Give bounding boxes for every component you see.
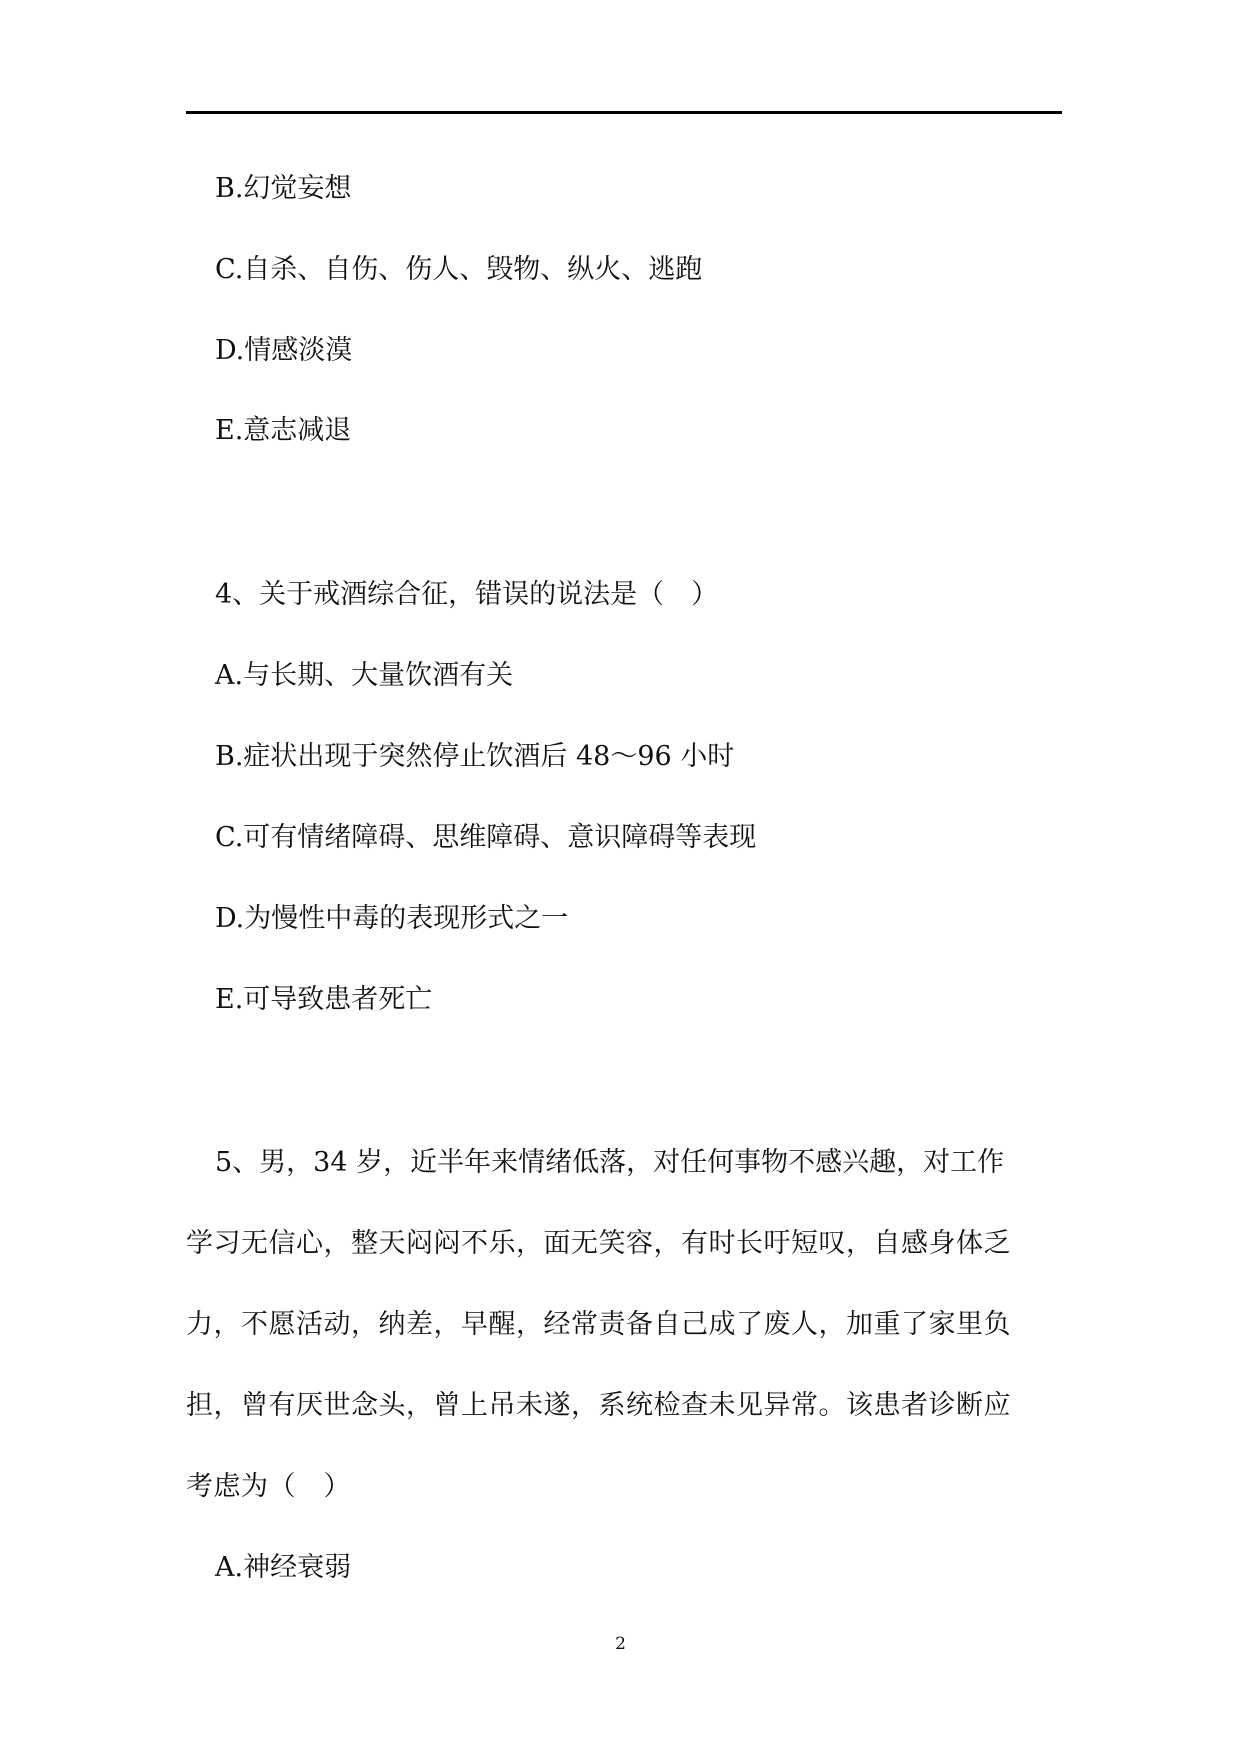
- option-b: B.幻觉妄想: [215, 173, 352, 204]
- question-5-stem-line-4: 担，曾有厌世念头，曾上吊未遂，系统检查未见异常。该患者诊断应: [186, 1390, 1011, 1421]
- question-5-stem-line-3: 力，不愿活动，纳差，早醒，经常责备自己成了废人，加重了家里负: [186, 1309, 1011, 1340]
- q4-option-c: C.可有情绪障碍、思维障碍、意识障碍等表现: [215, 822, 757, 853]
- option-c: C.自杀、自伤、伤人、毁物、纵火、逃跑: [215, 254, 703, 285]
- q5-option-a: A.神经衰弱: [215, 1552, 352, 1583]
- question-5-stem-line-1: 5、男，34 岁，近半年来情绪低落，对任何事物不感兴趣，对工作: [215, 1147, 1005, 1178]
- q4-option-d: D.为慢性中毒的表现形式之一: [215, 903, 569, 934]
- page-number: 2: [615, 1634, 626, 1654]
- q4-option-b: B.症状出现于突然停止饮酒后 48～96 小时: [215, 741, 735, 772]
- question-5-stem-line-2: 学习无信心，整天闷闷不乐，面无笑容，有时长吁短叹，自感身体乏: [186, 1228, 1011, 1259]
- question-5-stem-line-5: 考虑为（ ）: [186, 1471, 351, 1502]
- header-rule: [186, 111, 1062, 114]
- q4-option-a: A.与长期、大量饮酒有关: [215, 660, 514, 691]
- q4-option-e: E.可导致患者死亡: [215, 984, 433, 1015]
- option-d: D.情感淡漠: [215, 335, 353, 366]
- option-e: E.意志减退: [215, 415, 352, 446]
- question-4-stem: 4、关于戒酒综合征，错误的说法是（ ）: [215, 579, 719, 610]
